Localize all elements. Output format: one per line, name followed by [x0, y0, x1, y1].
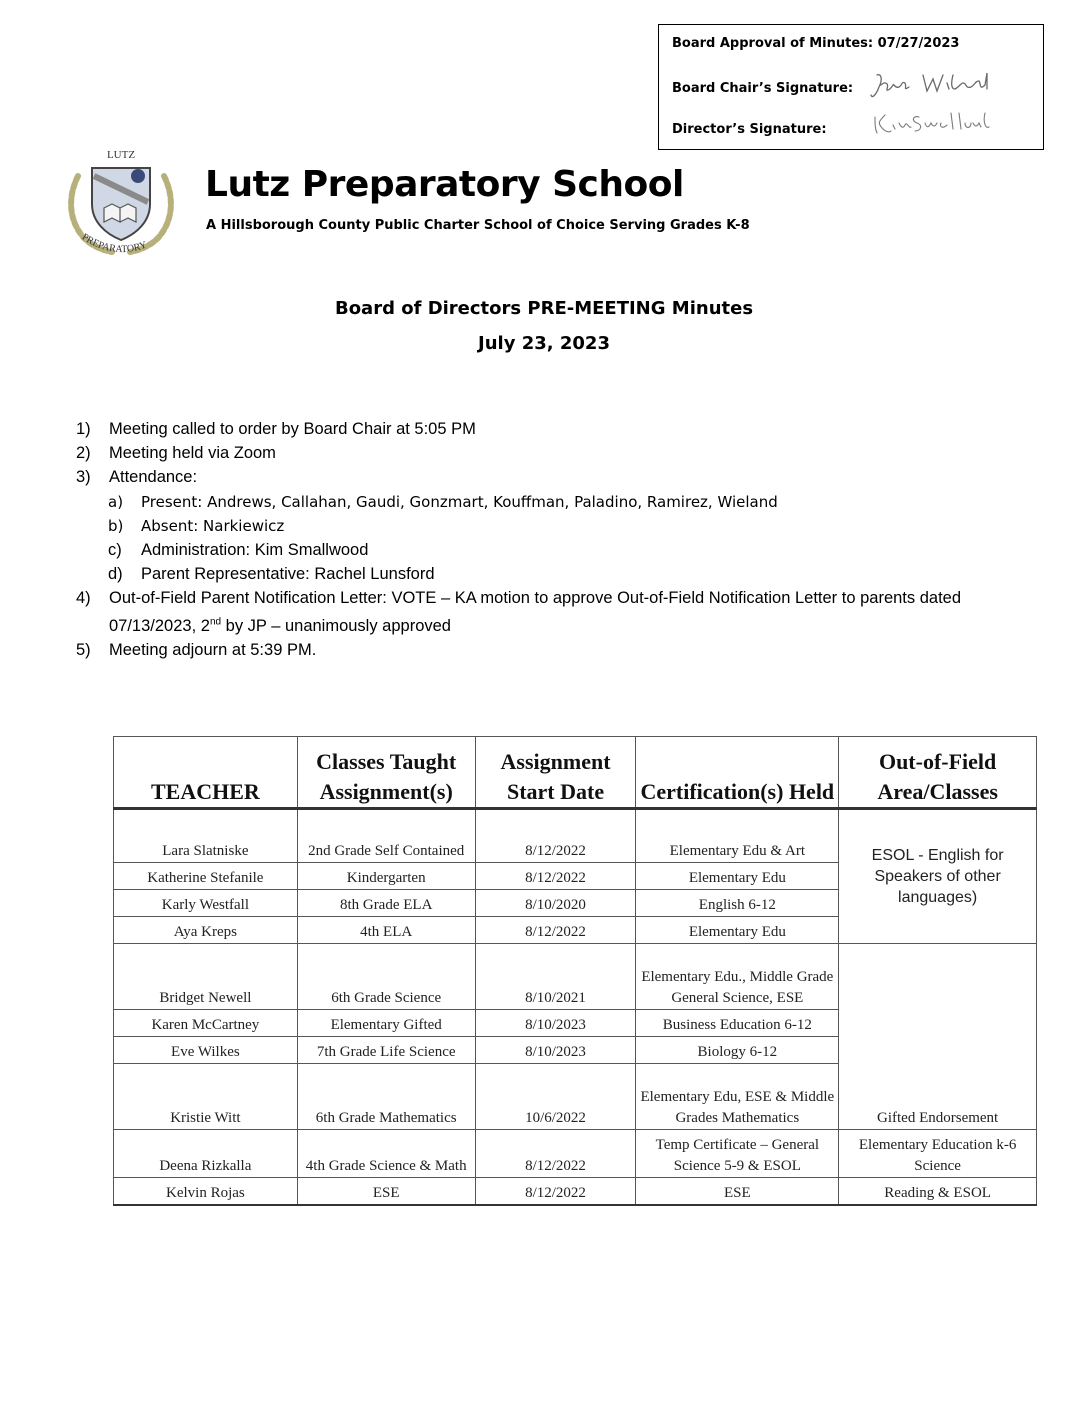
- sub-letter: b): [108, 517, 124, 535]
- sub-text: Administration: Kim Smallwood: [141, 541, 369, 559]
- attendance-parent-rep: [76, 562, 1036, 586]
- list-text: Meeting called to order by Board Chair at 5:05 PM: [109, 420, 476, 438]
- list-item: [76, 586, 1036, 638]
- list-number: 3): [76, 468, 91, 486]
- cell-out-of-field-esol: ESOL - English for Speakers of other languages): [839, 809, 1037, 944]
- table-row: [114, 1178, 1037, 1205]
- cell-out-of-field-gifted: Gifted Endorsement: [839, 944, 1037, 1130]
- cell-start-date: 8/12/2022: [475, 863, 636, 890]
- cell-certifications: Elementary Edu, ESE & Middle Grades Mathematics: [636, 1064, 839, 1130]
- cell-out-of-field: Elementary Education k-6 Science: [839, 1130, 1037, 1178]
- sub-text: Absent: Narkiewicz: [141, 517, 285, 535]
- logo-bottom-text: PREPARATORY: [79, 231, 149, 256]
- sub-letter: c): [108, 541, 122, 559]
- cell-start-date: 8/10/2020: [475, 890, 636, 917]
- header-teacher: TEACHER: [114, 737, 298, 809]
- out-of-field-table: [113, 736, 1037, 1206]
- attendance-present: [76, 490, 1036, 514]
- school-logo: [64, 146, 178, 260]
- list-item: [76, 417, 1036, 441]
- cell-certifications: Elementary Edu & Art: [636, 809, 839, 863]
- list-number: 5): [76, 640, 91, 659]
- cell-start-date: 8/12/2022: [475, 1178, 636, 1205]
- cell-teacher: Eve Wilkes: [114, 1037, 298, 1064]
- board-chair-signature-row: [672, 81, 865, 96]
- list-text: Out-of-Field Parent Notification Letter: VOTE – KA motion to approve Out-of-Field Notification Letter to parents dated 07/13/2023, 2nd by JP – unanimously approved: [109, 589, 962, 635]
- list-number: 4): [76, 589, 91, 607]
- cell-teacher: Katherine Stefanile: [114, 863, 298, 890]
- attendance-administration: [76, 538, 1036, 562]
- cell-teacher: Kristie Witt: [114, 1064, 298, 1130]
- director-signature-label: Director’s Signature:: [672, 122, 827, 137]
- sub-text: Present: Andrews, Callahan, Gaudi, Gonzmart, Kouffman, Paladino, Ramirez, Wieland: [141, 493, 778, 511]
- cell-classes: Elementary Gifted: [297, 1010, 475, 1037]
- list-item: [76, 441, 1036, 465]
- table-header-row: [114, 737, 1037, 809]
- list-text: Meeting adjourn at 5:39 PM.: [109, 640, 317, 659]
- cell-start-date: 8/10/2021: [475, 944, 636, 1010]
- cell-teacher: Deena Rizkalla: [114, 1130, 298, 1178]
- list-text: Attendance:: [109, 468, 198, 486]
- cell-certifications: Elementary Edu: [636, 917, 839, 944]
- cell-certifications: Business Education 6-12: [636, 1010, 839, 1037]
- header-out-of-field: Out-of-Field Area/Classes: [839, 737, 1037, 809]
- sub-letter: a): [108, 493, 124, 511]
- cell-classes: 7th Grade Life Science: [297, 1037, 475, 1064]
- cell-certifications: Elementary Edu: [636, 863, 839, 890]
- out-of-field-table-wrapper: [113, 736, 1041, 1206]
- list-number: 2): [76, 444, 91, 462]
- director-signature: [867, 109, 997, 141]
- director-signature-row: [672, 122, 865, 137]
- document-date: July 23, 2023: [478, 333, 610, 354]
- cell-start-date: 8/10/2023: [475, 1037, 636, 1064]
- cell-start-date: 8/12/2022: [475, 809, 636, 863]
- table-row: [114, 1130, 1037, 1178]
- list-text: Meeting held via Zoom: [109, 444, 276, 462]
- cell-classes: 8th Grade ELA: [297, 890, 475, 917]
- list-item: [76, 638, 1036, 662]
- sub-text: Parent Representative: Rachel Lunsford: [141, 565, 435, 583]
- cell-certifications: Elementary Edu., Middle Grade General Science, ESE: [636, 944, 839, 1010]
- cell-start-date: 8/12/2022: [475, 917, 636, 944]
- board-chair-signature-label: Board Chair’s Signature:: [672, 81, 854, 96]
- cell-start-date: 10/6/2022: [475, 1064, 636, 1130]
- board-chair-signature: [867, 69, 997, 105]
- sub-letter: d): [108, 565, 123, 583]
- cell-out-of-field: Reading & ESOL: [839, 1178, 1037, 1205]
- cell-classes: ESE: [297, 1178, 475, 1205]
- header-classes: Classes Taught Assignment(s): [297, 737, 475, 809]
- cell-classes: 4th ELA: [297, 917, 475, 944]
- attendance-absent: [76, 514, 1036, 538]
- cell-start-date: 8/10/2023: [475, 1010, 636, 1037]
- logo-top-text: LUTZ: [106, 149, 136, 161]
- cell-teacher: Lara Slatniske: [114, 809, 298, 863]
- cell-classes: 2nd Grade Self Contained: [297, 809, 475, 863]
- cell-certifications: Temp Certificate – General Science 5-9 & ESOL: [636, 1130, 839, 1178]
- document-title: Board of Directors PRE-MEETING Minutes: [334, 298, 754, 319]
- school-name: Lutz Preparatory School: [205, 164, 684, 205]
- minutes-list: [76, 417, 1036, 662]
- cell-certifications: ESE: [636, 1178, 839, 1205]
- cell-teacher: Karen McCartney: [114, 1010, 298, 1037]
- cell-teacher: Aya Kreps: [114, 917, 298, 944]
- cell-classes: 6th Grade Science: [297, 944, 475, 1010]
- cell-start-date: 8/12/2022: [475, 1130, 636, 1178]
- header-start-date: Assignment Start Date: [475, 737, 636, 809]
- cell-classes: Kindergarten: [297, 863, 475, 890]
- board-approval-date: Board Approval of Minutes: 07/27/2023: [672, 36, 960, 51]
- cell-teacher: Bridget Newell: [114, 944, 298, 1010]
- cell-classes: 4th Grade Science & Math: [297, 1130, 475, 1178]
- cell-certifications: Biology 6-12: [636, 1037, 839, 1064]
- cell-certifications: English 6-12: [636, 890, 839, 917]
- table-row: [114, 809, 1037, 863]
- table-row: [114, 944, 1037, 1010]
- cell-classes: 6th Grade Mathematics: [297, 1064, 475, 1130]
- school-subtitle: A Hillsborough County Public Charter School of Choice Serving Grades K-8: [206, 218, 750, 233]
- board-approval-box: [658, 24, 1044, 150]
- cell-teacher: Kelvin Rojas: [114, 1178, 298, 1205]
- header-certifications: Certification(s) Held: [636, 737, 839, 809]
- list-number: 1): [76, 420, 91, 438]
- list-item: [76, 465, 1036, 489]
- cell-teacher: Karly Westfall: [114, 890, 298, 917]
